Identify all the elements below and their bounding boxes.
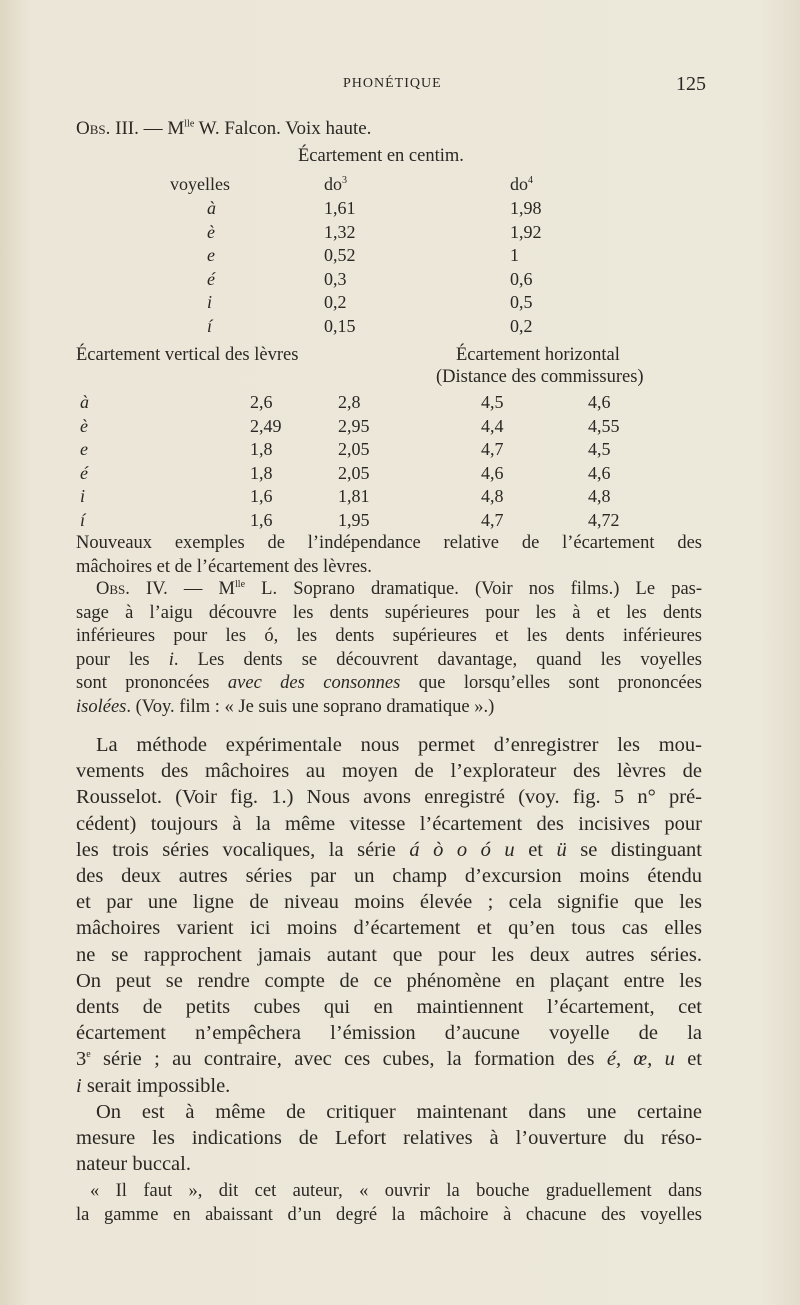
running-head: PHONÉTIQUE: [343, 76, 442, 91]
table1-title: Écartement en centim.: [298, 146, 464, 166]
table2-cell-h2: 4,72: [588, 510, 620, 530]
text-line: La méthode expérimentale nous permet d’enregistrer les mou-: [96, 734, 702, 756]
table2-cell-h1: 4,6: [481, 463, 504, 483]
table2-cell-h1: 4,4: [481, 416, 504, 436]
table2-cell-vowel: í: [80, 510, 86, 530]
text-line: vements des mâchoires au moyen de l’explorateur des lèvres de: [76, 760, 702, 783]
table2-cell-h1: 4,8: [481, 486, 504, 506]
table1-cell-vowel: è: [207, 222, 215, 242]
text-line: On peut se rendre compte de ce phénomène en plaçant entre les: [76, 969, 702, 992]
table2-cell-v1: 1,6: [250, 510, 273, 530]
table2-cell-v1: 2,49: [250, 416, 282, 436]
table1-cell-do3: 1,61: [324, 198, 356, 218]
table2-cell-h1: 4,5: [481, 392, 504, 412]
table1-cell-vowel: i: [207, 292, 213, 312]
text-line: et par une ligne de niveau moins élevée ; cela signifie que les: [76, 891, 702, 914]
table2-horizontal-subtitle: (Distance des commissures): [436, 367, 644, 387]
text-line: Nouveaux exemples de l’indépendance relative de l’écartement des: [76, 533, 702, 553]
table1-cell-vowel: à: [207, 198, 216, 218]
text-line: écartement n’empêchera l’émission d’aucune voyelle de la: [76, 1022, 702, 1045]
table2-cell-h2: 4,55: [588, 416, 620, 436]
table2-cell-v2: 2,8: [338, 392, 361, 412]
text-line: Rousselot. (Voir fig. 1.) Nous avons enregistré (voy. fig. 5 n° pré-: [76, 786, 702, 809]
table1-cell-do3: 0,15: [324, 316, 356, 336]
table1-col-do4: $do^4$: [510, 174, 533, 194]
table1-col-do3: $do^3$: [324, 174, 347, 194]
table2-cell-h1: 4,7: [481, 510, 504, 530]
table1-cell-do4: 1: [510, 245, 519, 265]
table1-cell-do3: 0,52: [324, 245, 356, 265]
table2-cell-v2: 2,05: [338, 439, 370, 459]
table2-vertical-title: Écartement vertical des lèvres: [76, 345, 299, 365]
table1-cell-do4: 0,5: [510, 292, 533, 312]
table2-cell-v2: 2,95: [338, 416, 370, 436]
text-line: 3e série ; au contraire, avec ces cubes, la formation des é, œ, u et: [76, 1048, 702, 1071]
table2-cell-v2: 1,81: [338, 486, 370, 506]
table1-cell-do4: 0,6: [510, 269, 533, 289]
text-line: cédent) toujours à la même vitesse l’écartement des incisives pour: [76, 812, 702, 835]
table1-cell-do4: 1,92: [510, 222, 542, 242]
table1-cell-do3: 1,32: [324, 222, 356, 242]
table1-cell-vowel: e: [207, 245, 215, 265]
text-line: isolées. (Voy. film : « Je suis une soprano dramatique ».): [76, 696, 495, 717]
table2-cell-vowel: è: [80, 416, 88, 436]
text-line: Obs. IV. — $M^{lle}$ L. Soprano dramatique. (Voir nos films.) Le pas-: [96, 578, 703, 599]
table1-cell-vowel: í: [207, 316, 213, 336]
table2-cell-h1: 4,7: [481, 439, 504, 459]
table1-cell-do3: 0,3: [324, 269, 347, 289]
paragraph-nouveaux-exemples: [76, 532, 702, 579]
table1-cell-do4: 1,98: [510, 198, 542, 218]
table2-cell-h2: 4,8: [588, 486, 611, 506]
page-header: [0, 73, 800, 100]
table2-cell-v2: 1,95: [338, 510, 370, 530]
table1-col-vowels: voyelles: [170, 174, 230, 194]
table1-cell-vowel: é: [207, 269, 215, 289]
text-line: pour les i. Les dents se découvrent davantage, quand les voyelles: [76, 649, 702, 670]
text-line: ne se rapprochent jamais autant que pour les deux autres séries.: [76, 943, 702, 966]
table2-cell-vowel: à: [80, 392, 89, 412]
table2-cell-v1: 1,6: [250, 486, 273, 506]
text-line: mâchoires et de l’écartement des lèvres.: [76, 556, 372, 577]
table2-cell-vowel: é: [80, 463, 88, 483]
table2-cell-v1: 1,8: [250, 439, 273, 459]
table2-cell-h2: 4,6: [588, 463, 611, 483]
text-line: sont prononcées avec des consonnes que lorsqu’elles sont prononcées: [76, 673, 703, 694]
text-line: i serait impossible.: [76, 1074, 231, 1097]
text-line: les trois séries vocaliques, la série á ò o ó u et ü se distinguant: [76, 838, 702, 861]
text-line: inférieures pour les ó, les dents supérieures et les dents inférieures: [76, 626, 702, 647]
paragraph-obs4: [76, 578, 702, 720]
text-line: des deux autres séries par un champ d’excursion moins étendu: [76, 865, 702, 888]
table2-cell-h2: 4,5: [588, 439, 611, 459]
obs3-label: Obs. III.: [76, 118, 139, 139]
text-line: « Il faut », dit cet auteur, « ouvrir la bouche graduellement dans: [90, 1181, 702, 1201]
text-line: mesure les indications de Lefort relatives à l’ouverture du réso-: [76, 1127, 702, 1150]
table2-cell-h2: 4,6: [588, 392, 611, 412]
text-line: dents de petits cubes qui en maintiennent l’écartement, cet: [76, 996, 702, 1019]
table1-cell-do4: 0,2: [510, 316, 533, 336]
obs3-dash: — M: [143, 118, 185, 139]
text-line: nateur buccal.: [76, 1153, 191, 1176]
table2-cell-v1: 2,6: [250, 392, 273, 412]
text-line: sage à l’aigu découvre les dents supérieures pour les à et les dents: [76, 602, 702, 623]
obs3-heading: [76, 118, 371, 140]
obs3-rest: W. Falcon. Voix haute.: [194, 118, 372, 139]
table2-cell-vowel: e: [80, 439, 88, 459]
table2-cell-v1: 1,8: [250, 463, 273, 483]
table2-cell-vowel: i: [80, 486, 86, 506]
table1-cell-do3: 0,2: [324, 292, 347, 312]
obs3-title-sup: lle: [184, 118, 195, 130]
paragraph-methode: [76, 732, 702, 1177]
text-line: On est à même de critiquer maintenant dans une certaine: [96, 1100, 702, 1123]
text-line: mâchoires varient ici moins d’écartement et qu’en tous cas elles: [76, 917, 702, 940]
paragraph-quote: [76, 1179, 702, 1227]
table2-cell-v2: 2,05: [338, 463, 370, 483]
text-line: la gamme en abaissant d’un degré la mâchoire à chacune des voyelles: [76, 1205, 702, 1225]
page-number: 125: [676, 73, 706, 95]
table2-horizontal-title: Écartement horizontal: [456, 345, 620, 365]
